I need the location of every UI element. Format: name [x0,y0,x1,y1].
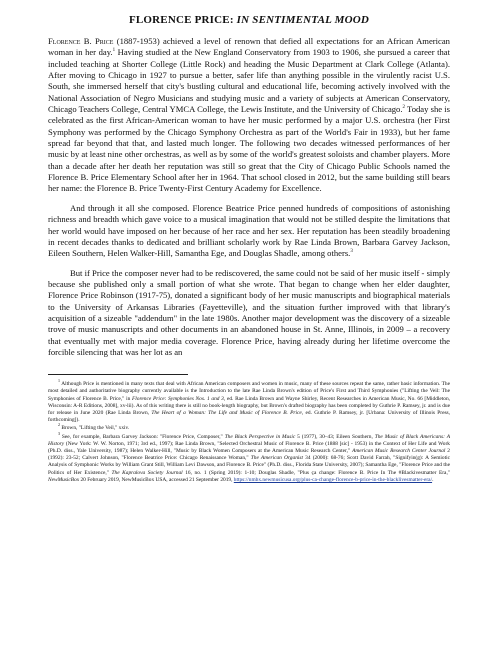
footnote-3-text-f: 16, no. 1 (Spring 2019): 1-10; Douglas Shadle, "Plus ça change: Florence B. Price In The #Blackivesmatter Era," [182,469,450,476]
footnote-3-italic-2: The Music of Black Americans: A History [48,433,450,447]
footnote-ref-3[interactable]: 3 [350,249,353,255]
footnote-ref-1[interactable]: 1 [112,48,116,54]
footnote-2-number: 2 [58,422,60,428]
paragraph-3 [48,268,450,359]
paragraph-2-text: And through it all she composed. Florence Beatrice Price penned hundreds of compositions of astonishing richness and breadth which gave voice to a musical imagination that would not be stilled despite the limitations that her world would have imposed on her because of her race and her sex. Her reputation has been steadily broadening in recent decades thanks to dedicated and brilliant scholarly work by Rae Linda Brown, Barbara Garvey Jackson, Eileen Southern, Helen Walker-Hill, Samantha Ege, and Douglas Shadle, among others. [48,202,450,259]
paragraph-1-text-a: (1887-1953) achieved a level of renown that defied all expectations for an African American woman in her day. [48,36,450,58]
footnote-3-text-g: 20 February 2019, NewMusicBox USA, accessed 21 September 2019, [79,476,234,483]
paragraph-3-text: But if Price the composer never had to be rediscovered, the same could not be said of her music itself - simply because she published only a small portion of what she wrote. That began to change when her elder daughter, Florence Price Robinson (1917-75), donated a significant body of her music manuscripts and biographical materials to the University of Arkansas Libraries (Fayetteville), and the situation further improved with that library's acquisition of a sizeable "addendum" in the late 1980s. Another major development was the discovery of a sizeable trove of music manuscripts and other documents in an abandoned house in St. Anne, Illinois, in 2009 – a recovery that eventually met with major media coverage. Florence Price, having already during her lifetime overcome the forcible silencing that was her lot as an [48,267,450,357]
footnote-1-text-b: , ed. Rae Linda Brown and Wayne Shirley, Recent Researches in American Music, No. 66 [Middleton, Wisconsin: A-R Editions, 2008], xv-lii). As of this writing there is still no book-length biography, but Brown's drafted biography has been completed by Guthrie P. Ramsey, jr. and is due for release in June 2020 (Rae Linda Brown, [48,395,451,417]
footnote-3-italic-4: The American Organist [250,455,303,462]
footnote-1-text-a: Although Price is mentioned in many texts that deal with African American composers and women in music, many of these sources repeat the same, rather basic information. The most detailed and authoritative biography currently available is the Introduction to the late Rae Linda Brown's edition of Price's First and Third Symphonies ("Lifting the Veil: The Symphonies of Florence B. Price," in [48,381,450,402]
paragraph-2 [48,203,450,260]
footnote-1 [48,378,451,424]
footnote-3 [48,430,450,484]
paragraph-1-text-b: Having studied at the New England Conservatory from 1903 to 1906, she pursued a career that included teaching at Shorter College (Little Rock) and heading the Music Department at Clark College (Atlanta). After moving to Chicago in 1927 to pursue a better, safer life than anything possible in the virulently racist U.S. South, she immersed herself that city's bustling cultural and educational life, becoming actively involved with the National Association of Negro Musicians and studying music and a variety of subjects at American Conservatory, Chicago Teachers College, Central YMCA College, the Lewis Institute, and the University of Chicago. [48,47,451,115]
footnote-1-italic-2: The Heart of a Woman: The Life and Music of Florence B. Price [151,410,302,417]
paragraph-1 [48,36,450,195]
footnote-3-text-d: 2 (1992): 23-52; Calvert Johnson, "Florence Beatrice Price: Chicago Renaissance Woman," [48,447,450,462]
footnote-1-italic-1: Florence Price: Symphonies Nos. 1 and 3 [131,395,224,402]
footnote-3-italic-1: The Black Perspective in Music [224,433,296,440]
footnote-3-link[interactable]: https://nmbx.newmusicusa.org/plus-ca-change-florence-b-price-in-the-blacklivesmatter-era/ [233,476,433,483]
footnote-ref-2[interactable]: 2 [402,105,405,111]
footnote-2-text: Brown, "Lifting the Veil," xxiv. [60,425,130,432]
title-author: FLORENCE PRICE: [128,14,237,26]
footnote-divider [48,374,188,375]
lead-name: Florence B. Price [48,36,114,46]
footnote-3-text-h: . [432,476,434,483]
footnote-2 [48,422,450,432]
footnote-1-number: 1 [58,378,60,384]
footnote-3-text-b: 5 (1977), 30–43; Eileen Southern, [295,433,375,440]
footnote-3-italic-5: The Kapralova Society Journal [111,469,183,476]
footnote-3-text-c: (New York: W. W. Norton, 1971; 3rd ed., 1997); Rae Linda Brown, "Selected Orchestral Music of Florence B. Price (1888 [sic] - 1953) in the Context of Her Life and Work (Ph.D. diss., Yale University, 1987); Helen Walker-Hill, "Music by Black Women Composers at the American Music Research Center," [48,440,450,454]
footnote-3-text-e: 34 (2000): 68-76; Scott David Farrah, "Signifyin(g): A Semiotic Analysis of Symphonic Works by William Grant Still, William Levi Dawson, and Florence B. Price" (Ph.D. diss., Florida State University, 2007); Samantha Ege, "Florence Price and the Politics of Her Existence," [48,455,450,476]
paragraph-1-text-c: Today she is celebrated as the first African-American woman to have her music performed by a major U.S. orchestra (her First Symphony was performed by the Chicago Symphony Orchestra as part of the World's Fair in 1933), but her fame spread far beyond that that, and lasted much longer. The following two decades witnessed performances of her music by at least nine other orchestras, as well as by some of the world's greatest soloists and chamber players. More than a decade after her death her reputation was still so great that the City of Chicago Public Schools named the Florence B. Price Elementary School after her in 1964. That school closed in 2012, but the same building still bears her name: the Florence B. Price Twenty-First Century Academy for Excellence. [48,104,451,194]
footnote-1-text-c: , ed. Guthrie P. Ramsey, jr. [Urbana: University of Illinois Press, forthcoming]). [48,410,450,424]
footnote-3-number: 3 [58,430,60,436]
footnote-3-italic-3: American Music Research Center Journal [352,447,446,454]
footnote-3-italic-6: NewMusicBox [48,476,80,483]
footnote-3-text-a: See, for example, Barbara Garvey Jackson: "Florence Price, Composer," [60,433,225,440]
page-title [48,14,450,26]
title-subtitle: IN SENTIMENTAL MOOD [236,14,370,26]
